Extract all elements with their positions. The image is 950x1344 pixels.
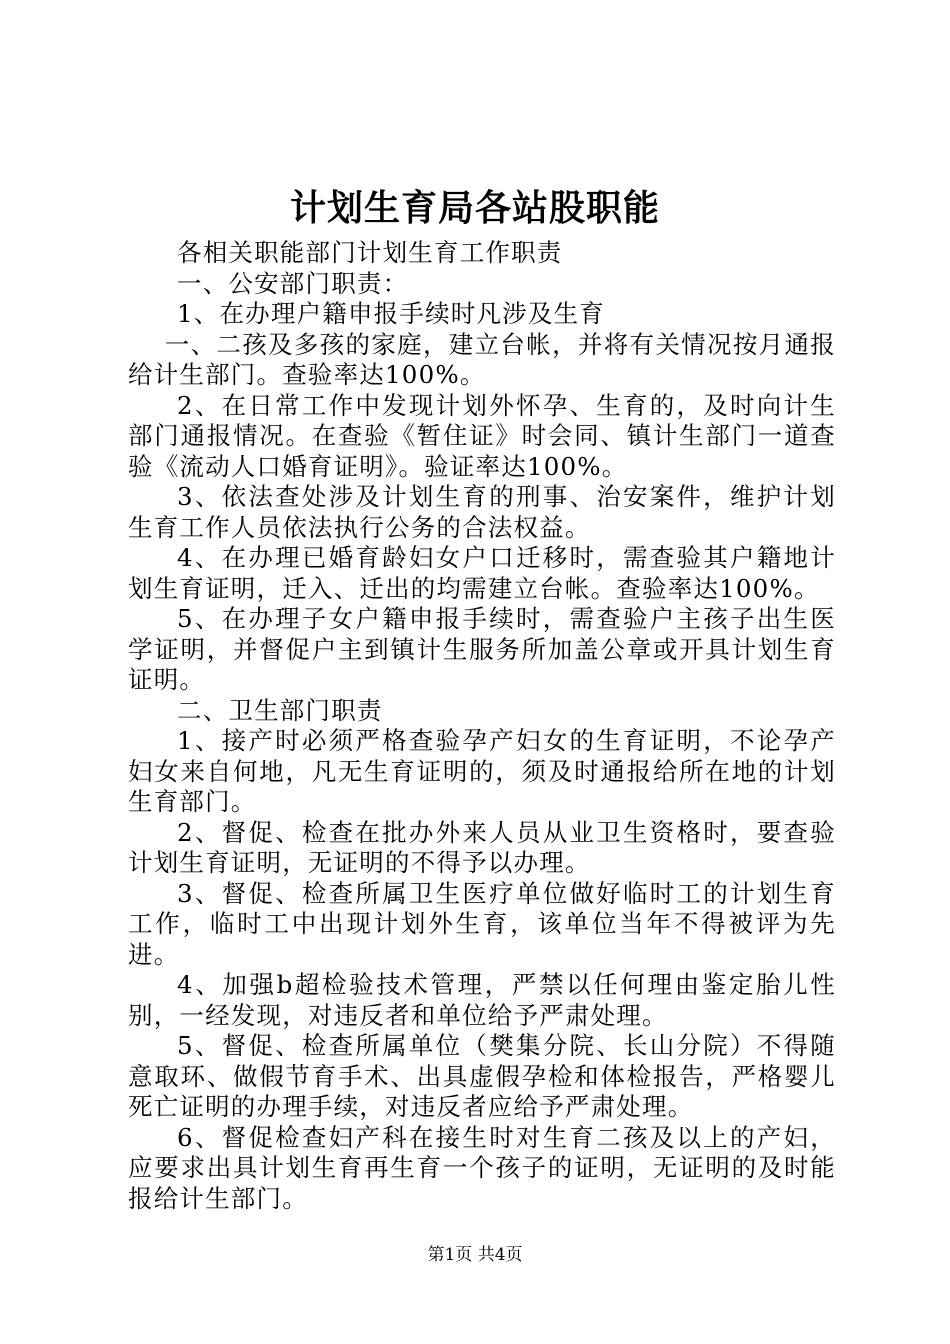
paragraph: 2、督促、检查在批办外来人员从业卫生资格时，要查验计划生育证明，无证明的不得予以办理。 <box>128 817 836 877</box>
document-title: 计划生育局各站股职能 <box>289 187 660 229</box>
page-footer: 第1页 共4页 <box>427 1245 523 1265</box>
paragraph: 6、督促检查妇产科在接生时对生育二孩及以上的产妇，应要求出具计划生育再生育一个孩子的证明，无证明的及时能报给计生部门。 <box>128 1122 836 1213</box>
paragraph: 5、在办理子女户籍申报手续时，需查验户主孩子出生医学证明，并督促户主到镇计生服务所加盖公章或开具计划生育证明。 <box>128 604 836 694</box>
paragraph: 2、在日常工作中发现计划外怀孕、生育的，及时向计生部门通报情况。在查验《暂住证》时会同、镇计生部门一道查验《流动人口婚育证明》。验证率达100%。 <box>128 390 836 481</box>
paragraph: 3、督促、检查所属卫生医疗单位做好临时工的计划生育工作，临时工中出现计划外生育，该单位当年不得被评为先进。 <box>128 878 836 969</box>
paragraph: 一、二孩及多孩的家庭，建立台帐，并将有关情况按月通报给计生部门。查验率达100%。 <box>128 329 836 389</box>
paragraph-heading: 各相关职能部门计划生育工作职责 <box>177 238 563 267</box>
document-body <box>128 238 836 1214</box>
paragraph: 3、依法查处涉及计划生育的刑事、治安案件，维护计划生育工作人员依法执行公务的合法权益。 <box>128 482 836 542</box>
section-heading-health: 二、卫生部门职责 <box>177 695 383 725</box>
paragraph: 5、督促、检查所属单位（樊集分院、长山分院）不得随意取环、做假节育手术、出具虚假孕检和体检报告，严格婴儿死亡证明的办理手续，对违反者应给予严肃处理。 <box>128 1031 836 1121</box>
section-heading-public-security: 一、公安部门职责： <box>177 268 409 298</box>
paragraph: 4、在办理已婚育龄妇女户口迁移时，需查验其户籍地计划生育证明，迁入、迁出的均需建立台帐。查验率达100%。 <box>128 543 836 603</box>
paragraph: 1、接产时必须严格查验孕产妇女的生育证明，不论孕产妇女来自何地，凡无生育证明的，须及时通报给所在地的计划生育部门。 <box>128 726 836 816</box>
paragraph: 4、加强b超检验技术管理，严禁以任何理由鉴定胎儿性别，一经发现，对违反者和单位给予严肃处理。 <box>128 970 836 1030</box>
paragraph: 1、在办理户籍申报手续时凡涉及生育 <box>177 299 605 328</box>
